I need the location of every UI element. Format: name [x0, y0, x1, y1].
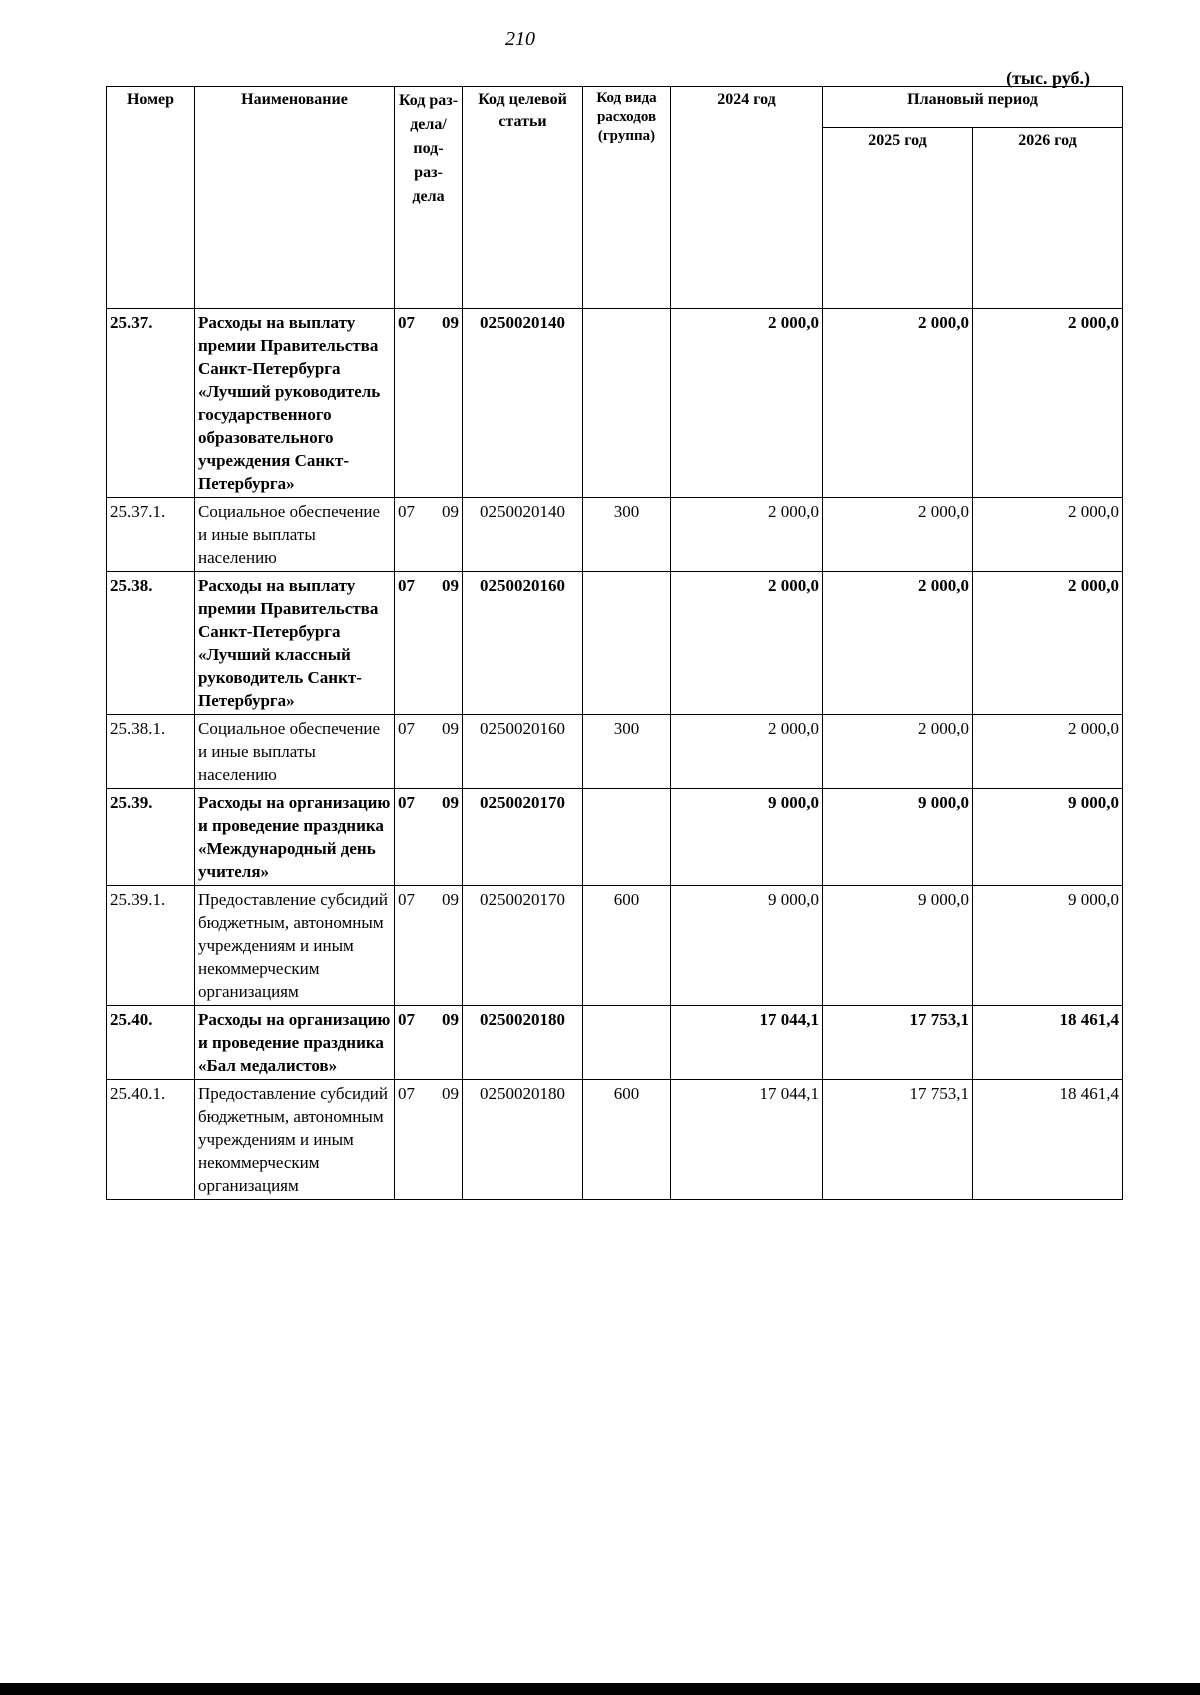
row-section: 07 [398, 502, 415, 521]
row-amount-2025: 2 000,0 [823, 498, 973, 572]
row-amount-2024: 17 044,1 [671, 1080, 823, 1200]
row-target-code: 0250020160 [463, 572, 583, 715]
row-amount-2024: 9 000,0 [671, 789, 823, 886]
row-kind-code: 300 [583, 715, 671, 789]
row-name: Предоставление субсидий бюджетным, автономным учреждениям и иным некоммерческим организациям [195, 886, 395, 1006]
row-number: 25.38.1. [107, 715, 195, 789]
row-section-code [395, 1006, 463, 1080]
row-number: 25.40.1. [107, 1080, 195, 1200]
row-amount-2024: 17 044,1 [671, 1006, 823, 1080]
row-amount-2024: 2 000,0 [671, 498, 823, 572]
row-kind-code [583, 572, 671, 715]
header-name: Наименование [195, 87, 395, 309]
budget-table [106, 86, 1123, 1200]
row-amount-2025: 2 000,0 [823, 309, 973, 498]
row-amount-2026: 2 000,0 [973, 715, 1123, 789]
row-target-code: 0250020180 [463, 1080, 583, 1200]
row-amount-2026: 2 000,0 [973, 309, 1123, 498]
row-number: 25.38. [107, 572, 195, 715]
row-section-code [395, 572, 463, 715]
header-target: Код целевой статьи [463, 87, 583, 309]
header-year-2025: 2025 год [823, 128, 973, 309]
row-name: Расходы на организацию и проведение праздника «Международный день учителя» [195, 789, 395, 886]
row-number: 25.40. [107, 1006, 195, 1080]
table-row [107, 715, 1123, 789]
table-row [107, 309, 1123, 498]
table-row [107, 1006, 1123, 1080]
table-header [107, 87, 1123, 309]
page-number: 210 [505, 28, 535, 50]
header-year-2024: 2024 год [671, 87, 823, 309]
row-subsection: 09 [442, 890, 459, 909]
row-amount-2025: 17 753,1 [823, 1006, 973, 1080]
header-plan-period: Плановый период [823, 87, 1123, 128]
row-amount-2026: 18 461,4 [973, 1006, 1123, 1080]
row-subsection: 09 [442, 1010, 459, 1029]
row-section: 07 [398, 1010, 415, 1029]
row-section-code [395, 789, 463, 886]
row-subsection: 09 [442, 719, 459, 738]
row-target-code: 0250020160 [463, 715, 583, 789]
row-subsection: 09 [442, 793, 459, 812]
row-section: 07 [398, 1084, 415, 1103]
header-number: Номер [107, 87, 195, 309]
row-amount-2026: 9 000,0 [973, 886, 1123, 1006]
table-body [107, 309, 1123, 1200]
row-kind-code: 600 [583, 886, 671, 1006]
row-section-code [395, 886, 463, 1006]
table-row [107, 886, 1123, 1006]
row-amount-2026: 9 000,0 [973, 789, 1123, 886]
row-name: Социальное обеспечение и иные выплаты населению [195, 498, 395, 572]
row-name: Расходы на выплату премии Правительства Санкт-Петербурга «Лучший руководитель государственного образовательного учреждения Санкт-Петербурга» [195, 309, 395, 498]
row-amount-2026: 18 461,4 [973, 1080, 1123, 1200]
row-number: 25.37. [107, 309, 195, 498]
row-name: Социальное обеспечение и иные выплаты населению [195, 715, 395, 789]
units-label: (тыс. руб.) [1006, 68, 1090, 88]
row-kind-code: 300 [583, 498, 671, 572]
row-amount-2024: 2 000,0 [671, 715, 823, 789]
table-row [107, 572, 1123, 715]
row-amount-2026: 2 000,0 [973, 498, 1123, 572]
row-section-code [395, 498, 463, 572]
row-subsection: 09 [442, 576, 459, 595]
row-kind-code [583, 789, 671, 886]
row-section: 07 [398, 793, 415, 812]
table-row [107, 789, 1123, 886]
row-amount-2025: 17 753,1 [823, 1080, 973, 1200]
row-amount-2025: 2 000,0 [823, 715, 973, 789]
row-kind-code: 600 [583, 1080, 671, 1200]
row-target-code: 0250020140 [463, 309, 583, 498]
row-name: Предоставление субсидий бюджетным, автономным учреждениям и иным некоммерческим организациям [195, 1080, 395, 1200]
row-amount-2025: 9 000,0 [823, 886, 973, 1006]
row-section-code [395, 309, 463, 498]
row-amount-2025: 2 000,0 [823, 572, 973, 715]
row-section: 07 [398, 719, 415, 738]
row-number: 25.39.1. [107, 886, 195, 1006]
header-year-2026: 2026 год [973, 128, 1123, 309]
row-amount-2025: 9 000,0 [823, 789, 973, 886]
header-kind: Код вида расходов (группа) [583, 87, 671, 309]
table-row [107, 1080, 1123, 1200]
table-row [107, 498, 1123, 572]
row-name: Расходы на организацию и проведение праздника «Бал медалистов» [195, 1006, 395, 1080]
row-subsection: 09 [442, 502, 459, 521]
row-target-code: 0250020170 [463, 789, 583, 886]
row-name: Расходы на выплату премии Правительства Санкт-Петербурга «Лучший классный руководитель Санкт-Петербурга» [195, 572, 395, 715]
row-section: 07 [398, 890, 415, 909]
row-number: 25.37.1. [107, 498, 195, 572]
row-subsection: 09 [442, 313, 459, 332]
row-target-code: 0250020180 [463, 1006, 583, 1080]
row-target-code: 0250020170 [463, 886, 583, 1006]
row-section-code [395, 715, 463, 789]
row-number: 25.39. [107, 789, 195, 886]
row-target-code: 0250020140 [463, 498, 583, 572]
row-section: 07 [398, 313, 415, 332]
scan-edge [0, 1683, 1200, 1695]
row-section-code [395, 1080, 463, 1200]
row-kind-code [583, 309, 671, 498]
row-amount-2026: 2 000,0 [973, 572, 1123, 715]
row-kind-code [583, 1006, 671, 1080]
row-amount-2024: 2 000,0 [671, 309, 823, 498]
header-section: Код раз- дела/ под- раз- дела [395, 87, 463, 309]
row-amount-2024: 9 000,0 [671, 886, 823, 1006]
row-section: 07 [398, 576, 415, 595]
row-amount-2024: 2 000,0 [671, 572, 823, 715]
row-subsection: 09 [442, 1084, 459, 1103]
